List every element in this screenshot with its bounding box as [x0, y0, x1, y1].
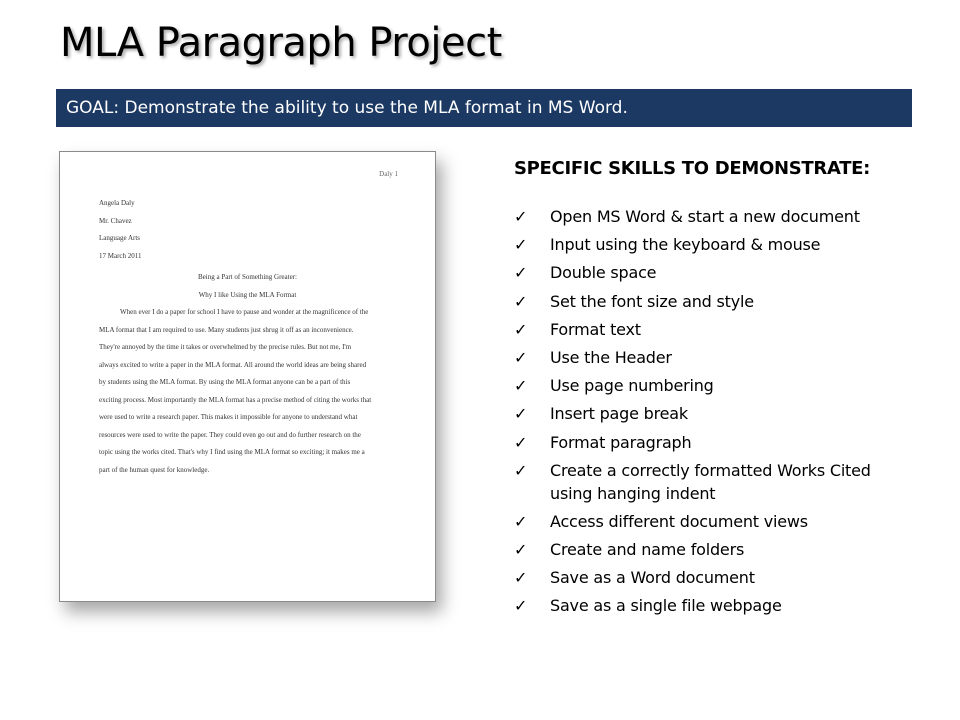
checkmark-icon: ✓	[514, 376, 528, 396]
skill-item	[514, 538, 914, 561]
checkmark-icon: ✓	[514, 596, 528, 616]
slide-title: MLA Paragraph Project	[60, 20, 502, 66]
checkmark-icon: ✓	[514, 319, 528, 339]
skill-label: Input using the keyboard & mouse	[550, 235, 821, 255]
skill-label: Insert page break	[550, 404, 688, 424]
skill-item	[514, 233, 914, 256]
heading-line: Mr. Chavez	[99, 216, 132, 225]
body-line: exciting process. Most importantly the MLA format has a precise method of citing the works that	[99, 395, 372, 404]
body-line: resources were used to write the paper. They could even go out and do further research on the	[99, 430, 361, 439]
skill-label: Set the font size and style	[550, 291, 754, 311]
skill-label: Format paragraph	[550, 432, 692, 452]
skill-label: Save as a Word document	[550, 568, 755, 588]
goal-banner: GOAL: Demonstrate the ability to use the MLA format in MS Word.	[56, 89, 912, 127]
checkmark-icon: ✓	[514, 511, 528, 531]
checkmark-icon: ✓	[514, 207, 528, 226]
skill-item	[514, 431, 914, 454]
skill-label: Use the Header	[550, 347, 672, 367]
body-line: topic using the works cited. That's why I find using the MLA format so exciting; it makes me a	[99, 448, 365, 456]
checkmark-icon: ✓	[514, 404, 528, 424]
skill-item	[514, 566, 914, 589]
skill-label: Save as a single file webpage	[550, 596, 782, 616]
document-title	[60, 269, 435, 304]
skill-item	[514, 346, 914, 369]
body-line: by students using the MLA format. By using the MLA format anyone can be a part of this	[99, 378, 351, 386]
checkmark-icon: ✓	[514, 460, 528, 480]
checkmark-icon: ✓	[514, 540, 528, 560]
skill-label: Use page numbering	[550, 376, 714, 396]
skill-item	[514, 261, 914, 284]
skill-item	[514, 510, 914, 533]
heading-line: Language Arts	[99, 234, 141, 242]
checkmark-icon: ✓	[514, 568, 528, 588]
body-line: always excited to write a paper in the MLA format. All around the world ideas are being shared	[99, 360, 367, 369]
title-line: Why I like Using the MLA Format	[198, 290, 297, 299]
checkmark-icon: ✓	[514, 432, 528, 452]
body-line: When ever I do a paper for school I have to pause and wonder at the magnificence of the	[120, 308, 369, 316]
body-line: MLA format that I am required to use. Many students just shrug it off as an inconvenience.	[99, 325, 354, 334]
skills-heading: SPECIFIC SKILLS TO DEMONSTRATE:	[514, 158, 871, 179]
body-line: part of the human quest for knowledge.	[99, 465, 210, 474]
title-line: Being a Part of Something Greater:	[198, 273, 297, 281]
skill-label: Create a correctly formatted Works Cited using hanging indent	[550, 460, 871, 503]
checkmark-icon: ✓	[514, 291, 528, 311]
body-line: They're annoyed by the time it takes or overwhelmed by the precise rules. But not me, I'm	[99, 343, 352, 351]
document-header: Daly 1	[379, 170, 398, 178]
skill-label: Double space	[550, 263, 657, 283]
skill-item	[514, 402, 914, 425]
skill-label: Open MS Word & start a new document	[550, 207, 860, 226]
body-line: were used to write a research paper. This makes it impossible for anyone to understand what	[99, 413, 358, 421]
checkmark-icon: ✓	[514, 347, 528, 367]
skill-label: Create and name folders	[550, 540, 745, 560]
skills-list	[514, 205, 914, 623]
skill-label: Access different document views	[550, 511, 808, 531]
skill-item	[514, 459, 914, 505]
skill-item	[514, 290, 914, 313]
checkmark-icon: ✓	[514, 263, 528, 283]
skill-item	[514, 318, 914, 341]
document-body	[99, 304, 399, 479]
document-preview	[59, 151, 436, 602]
heading-line: 17 March 2011	[99, 251, 142, 260]
checkmark-icon: ✓	[514, 235, 528, 255]
skill-item	[514, 205, 914, 228]
skill-label: Format text	[550, 319, 641, 339]
skill-item	[514, 374, 914, 397]
heading-line: Angela Daly	[99, 199, 135, 207]
skill-item	[514, 594, 914, 617]
document-heading	[99, 195, 142, 265]
